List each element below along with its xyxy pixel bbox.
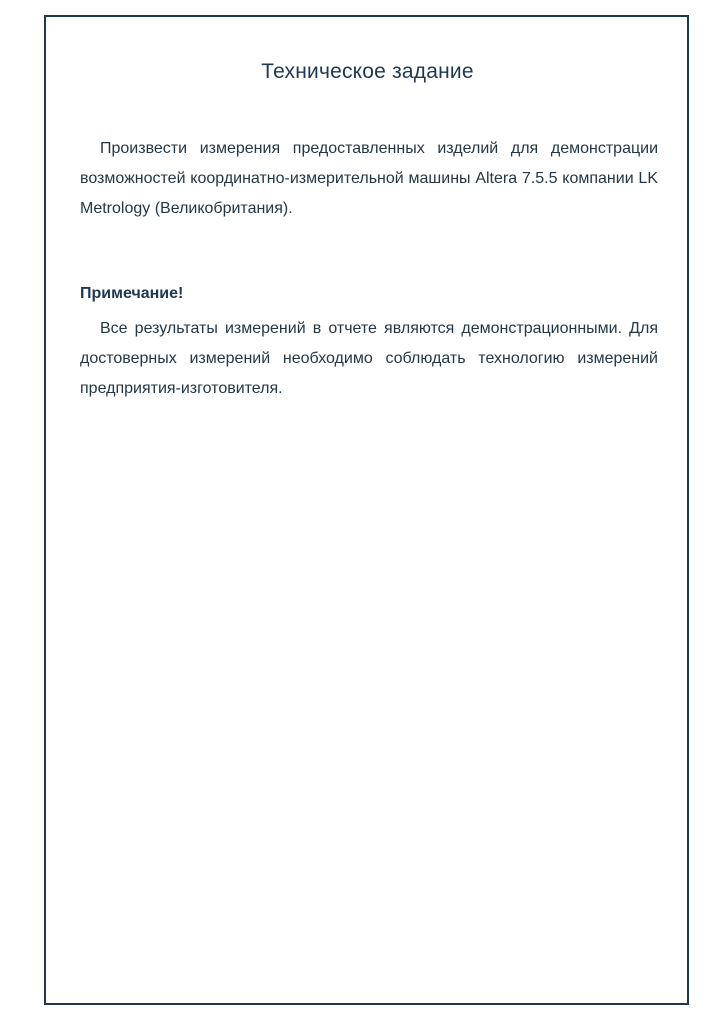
note-paragraph: Все результаты измерений в отчете являются демонстрационными. Для достоверных измерений необходимо соблюдать технологию измерений предприятия-изготовителя. xyxy=(80,320,658,397)
document-title: Техническое задание xyxy=(261,60,474,83)
task-paragraph: Произвести измерения предоставленных изделий для демонстрации возможностей координатно-измерительной машины Altera 7.5.5 компании LK Metrology (Великобритания). xyxy=(80,140,658,217)
note-heading: Примечание! xyxy=(80,285,184,302)
